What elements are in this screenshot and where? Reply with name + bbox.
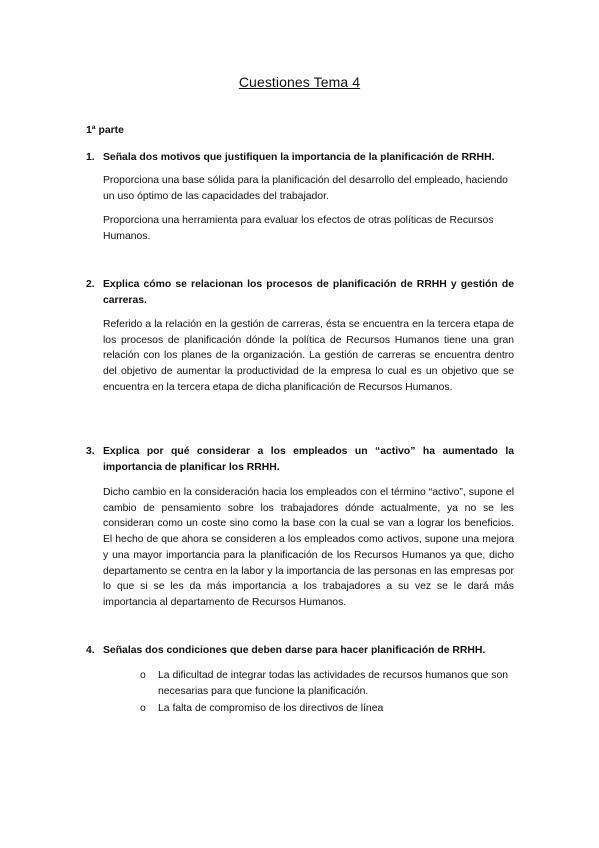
question-4 [86,643,514,659]
conditions-list [140,668,514,719]
answer-paragraph: Dicho cambio en la consideración hacia los empleados con el término “activo”, supone el cambio de pensamiento sobre los trabajadores dónde actualmente, ya no se les consideran como un coste sino como la base con la cual se van a lograr los beneficios. El hecho de que ahora se consideren a los empleados como activos, supone una mejora y una mayor importancia para la planificación de los Recursos Humanos ya que, dicho departamento se centra en la labor y la importancia de las personas en las empresas por lo que si se les da más importancia a los trabajadores a su vez se le dará más importancia al departamento de Recursos Humanos. [103,487,514,608]
answer-paragraph: Proporciona una herramienta para evaluar los efectos de otras políticas de Recursos Humanos. [103,215,494,242]
question-number: 4. [86,645,95,656]
answer-paragraph: Referido a la relación en la gestión de carreras, ésta se encuentra en la tercera etapa de los procesos de planificación dónde la política de Recursos Humanos tiene una gran relación con los planes de la organización. La gestión de carreras se encuentra dentro del objetivo de aumentar la productividad de la empresa lo cual es un objetivo que se encuentra en la tercera etapa de dicha planificación de Recursos Humanos. [103,319,514,393]
list-item [140,668,514,699]
question-3 [86,444,514,475]
question-text: Señalas dos condiciones que deben darse para hacer planificación de RRHH. [103,645,486,656]
question-number: 1. [86,152,95,163]
question-text: Explica cómo se relacionan los procesos de planificación de RRHH y gestión de carreras. [103,279,514,306]
circle-bullet-icon: o [140,703,146,715]
question-1 [86,150,514,166]
question-text: Explica por qué considerar a los empleados un “activo” ha aumentado la importancia de planificar los RRHH. [103,446,514,473]
document-title: Cuestiones Tema 4 [238,74,361,90]
part-label: 1ª parte [86,125,124,136]
list-item [140,701,514,717]
question-number: 2. [86,279,95,290]
answer-paragraph: Proporciona una base sólida para la planificación del desarrollo del empleado, haciendo un uso óptimo de las capacidades del trabajador. [103,175,508,202]
question-2 [86,277,514,308]
circle-bullet-icon: o [140,670,146,681]
list-item-text: La dificultad de integrar todas las actividades de recursos humanos que son necesarias para que funcione la planificación. [158,670,509,697]
question-text: Señala dos motivos que justifiquen la importancia de la planificación de RRHH. [103,152,495,163]
list-item-text: La falta de compromiso de los directivos de línea [158,703,384,715]
question-number: 3. [86,446,95,457]
